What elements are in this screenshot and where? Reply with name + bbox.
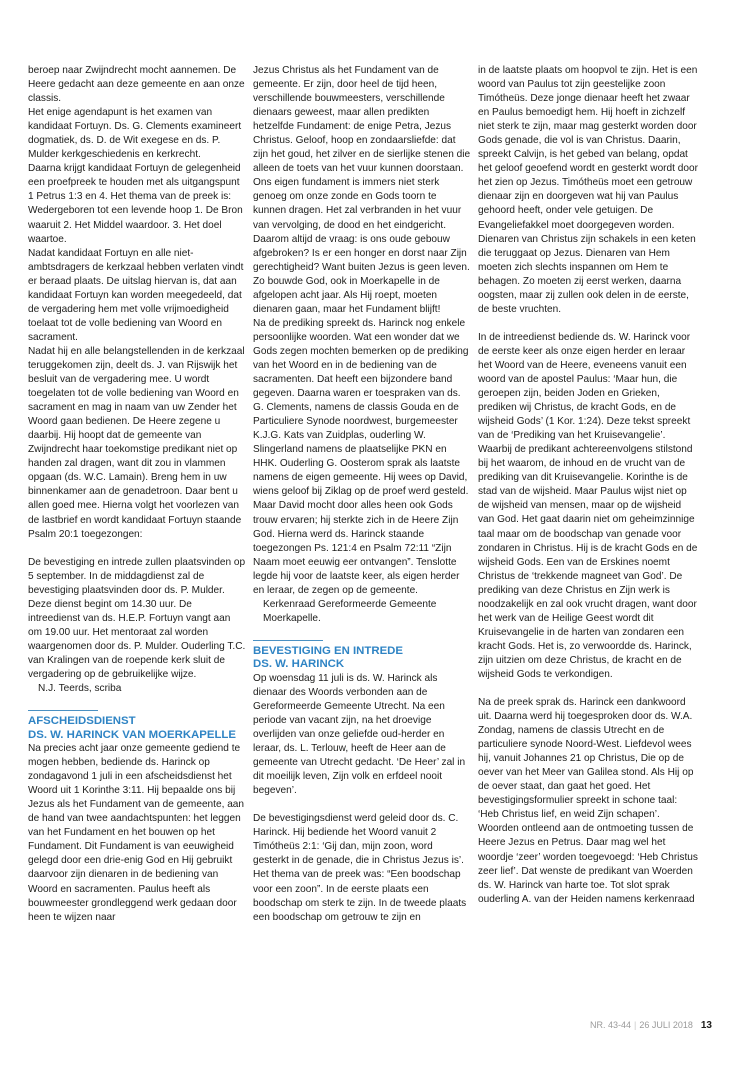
section-subheading: DS. W. HARINCK VAN MOERKAPELLE <box>28 728 236 741</box>
section-heading: AFSCHEIDSDIENST <box>28 715 136 728</box>
paragraph: Na precies acht jaar onze gemeente gediend te mogen hebben, bediende ds. Harinck op zondagavond 1 juli in een afscheidsdienst het Woord uit 1 Korinthe 3:11. Hij bepaalde ons bij Jezus als het Fundament van de gemeente, aan de hand van twee aandachtspunten: het leggen van het Fundament en het bouwen op het Fundament. Dit Fundament is van eeuwigheid gelegd door een drie-enig God en Hij gebruikt daarvoor zijn dienaren in de bediening van Woord en sacramenten. Paulus heeft als bouwmeester grondleggend werk gedaan door heen te wijzen naar <box>28 743 245 923</box>
paragraph: De bevestiging en intrede zullen plaatsvinden op 5 september. In de middagdienst zal de bevestiging plaatsvinden door ds. P. Mulder. Deze dienst begint om 14.30 uur. De intreedienst van ds. H.E.P. Fortuyn vangt aan om 19.00 uur. Het mentoraat zal worden waargenomen door ds. P. Mulder. Ouderling T.C. van Kralingen van de roepende kerk sluit de vergadering op de gebruikelijke wijze. <box>28 556 246 680</box>
paragraph: De bevestigingsdienst werd geleid door ds. C. Harinck. Hij bediende het Woord vanuit 2 Timótheüs 2:1: ‘Gij dan, mijn zoon, word gesterkt in de genade, die in Christus Jezus is’. Het thema van de preek was: “Een boodschap voor een zoon”. In de eerste plaats een boodschap om sterk te zijn. In de tweede plaats een boodschap om getrouw te zijn en <box>253 813 467 923</box>
section-heading: BEVESTIGING EN INTREDE <box>253 644 403 657</box>
issue-number: NR. 43-44 <box>589 1020 631 1030</box>
signature: N.J. Teerds, scriba <box>38 683 122 695</box>
heading-rule <box>253 640 323 641</box>
paragraph: Nadat hij en alle belangstellenden in de kerkzaal teruggekomen zijn, deelt ds. J. van Rijswijk het besluit van de vergadering mee. U wordt toegelaten tot de volle bediening van Woord en sacrament en mag in naam van uw Zender het Woord gaan bedienen. De Heere zegene u daarbij. Hij hoopt dat de gemeente van Zwijndrecht haar toekomstige predikant niet op handen zal dragen, want dit zou in vlammen opgaan (ds. W.C. Lamain). Breng hem in uw binnenkamer aan de genadetroon. Daar bent u allen goed mee. Hierna volgt het voorlezen van de lastbrief en wordt kandidaat Fortuyn staande Psalm 20:1 toegezongen: <box>28 345 245 540</box>
column-2 <box>253 64 471 925</box>
column-3 <box>478 64 700 907</box>
paragraph: Het enige agendapunt is het examen van kandidaat Fortuyn. Ds. G. Clements examineert dogmatiek, ds. D. de Wit exegese en ds. P. Mulder kerkgeschiedenis en kerkrecht. <box>28 107 242 161</box>
paragraph: In de intreedienst bediende ds. W. Harinck voor de eerste keer als onze eigen herder en leraar het Woord van de Heere, eveneens vanuit een woord van de apostel Paulus: ‘Maar hun, die geroepen zijn, beiden Joden en Grieken, prediken wij Christus, de kracht Gods, en de wijsheid Gods’ (1 Kor. 1:24). Deze tekst spreekt van de ‘Prediking van het Kruisevangelie’. Waarbij de predikant achtereenvolgens stilstond bij het waarom, de inhoud en de vrucht van de prediking van dit Kruisevangelie. Korinthe is de stad van de wijsheid. Maar Paulus wijst niet op de wijsheid van mensen, maar op de wijsheid van God. Het gaat daarin niet om geheimzinnige taal maar om de boodschap van genade voor zondaren in Christus. Hij is de kracht Gods en de wijsheid Gods. Een van de Erskines noemt Christus de ‘trekkende magneet van God’. De prediking van deze Christus en Zijn werk is noodzakelijk en zal ook vrucht dragen, want door het werk van de Heilige Geest wordt dit Kruisevangelie in de harten van zondaren een kracht Gods. Het is, zo verwoordde ds. Harinck, zijn uitzien om deze Christus, de kracht en de wijsheid Gods te verkondigen. <box>478 331 698 680</box>
paragraph: Jezus Christus als het Fundament van de gemeente. Er zijn, door heel de tijd heen, verschillende bouwmeesters, verschillende dienaars geweest, maar allen predikten hetzelfde Fundament: de enige Petra, Jezus Christus. Geloof, hoop en zondaarsliefde: dat zijn het goud, het zilver en de sierlijke stenen die alleen de toets van het vuur kunnen doorstaan. Ons eigen fundament is immers niet sterk genoeg om onze zonde en Gods toorn te kunnen dragen. Het zal verbranden in het vuur van vervolging, de dood en het eindgericht. Daarom altijd de vraag: is ons oude gebouw afgebroken? Is er een honger en dorst naar Zijn gerechtigheid? Want buiten Jezus is geen leven. Zo bouwde God, ook in Moerkapelle in de afgelopen acht jaar. Als Hij roept, moeten dienaren gaan, maar het Fundament blijft! <box>253 65 471 315</box>
page-number: 13 <box>700 1020 712 1031</box>
paragraph: Op woensdag 11 juli is ds. W. Harinck als dienaar des Woords verbonden aan de Gereformeerde Gemeente Utrecht. Na een periode van vacant zijn, na het droevige overlijden van onze geliefde oud-herder en leraar, ds. L. Terlouw, heeft de Heer aan de gemeente van Utrecht gedacht. ‘De Heer’ zal in dit moeilijk leven, Zijn volk en erfdeel nooit begeven’. <box>253 672 466 797</box>
paragraph: beroep naar Zwijndrecht mocht aannemen. De Heere gedacht aan deze gemeente en aan onze classis. <box>28 65 245 105</box>
paragraph: Daarna krijgt kandidaat Fortuyn de gelegenheid een proefpreek te houden met als uitgangspunt 1 Petrus 1:3 en 4. Het thema van de preek is: Wedergeboren tot een levende hoop 1. De Bron waaruit 2. Het Middel waardoor. 3. Het doel waartoe. <box>28 163 243 245</box>
page-footer <box>560 1019 712 1032</box>
section-subheading: DS. W. HARINCK <box>253 658 345 671</box>
paragraph: Na de prediking spreekt ds. Harinck nog enkele persoonlijke woorden. Wat een wonder dat we Gods zegen mochten bemerken op de prediking van het Woord en in de bediening van de sacramenten. Dat heeft een bijzondere band gegeven. Daarna waren er toespraken van ds. G. Clements, namens de classis Gouda en de Particuliere Synode noordwest, burgemeester K.J.G. Kats van Zuidplas, ouderling W. Slingerland namens de plaatselijke PKN en HHK. Ouderling G. Oosterom sprak als laatste namens de eigen gemeente. Hij wees op David, wiens geloof bij Ziklag op de proef werd gesteld. Maar David mocht door alles heen ook Gods trouw ervaren; hij sterkte zich in de Heere Zijn God. Hierna werd ds. Harinck staande toegezongen Ps. 121:4 en Psalm 72:11 “Zijn Naam moet eeuwig eer ontvangen”. Tenslotte legde hij voor de laatste keer, als eigen herder en leraar, de zegen op de gemeente. <box>253 317 469 596</box>
paragraph: Na de preek sprak ds. Harinck een dankwoord uit. Daarna werd hij toegesproken door ds. W.A. Zondag, namens de classis Utrecht en de particuliere synode Noord-West. Liefdevol wees hij, vanuit Johannes 21 op Christus, Die op de oever van het Meer van Galilea stond. Als Hij op de oever staat, dan gaat het goed. Het bevestigingsformulier spreekt in schone taal: ‘Heb Christus lief, en weid Zijn schapen’. Woorden ontleend aan de ontmoeting tussen de Heere Jezus en Petrus. Daar mag wel het woordje ‘zeer’ worden toegevoegd: ‘Heb Christus zeer lief’. Dat wenste de predikant van Woerden ds. W. Harinck van harte toe. Tot slot sprak ouderling A. van der Heiden namens kerkenraad <box>478 697 698 905</box>
heading-rule <box>28 710 98 711</box>
signature: Kerkenraad Gereformeerde Gemeente Moerkapelle. <box>263 598 437 624</box>
column-1 <box>28 64 246 925</box>
paragraph: in de laatste plaats om hoopvol te zijn. Het is een woord van Paulus tot zijn geestelijke zoon Timótheüs. Deze jonge dienaar heeft het zwaar en Paulus bemoedigt hem. Hij hoeft in zichzelf niet sterk te zijn, maar mag gesterkt worden door Gods genade, die vol is van Christus. Daarin, spreekt Calvijn, is het gebed van belang, opdat het geloof geoefend wordt en gesterkt wordt door het zien op Jezus. Timótheüs moet een getrouw dienaar zijn en doorgeven wat hij van Paulus gehoord heeft, onder vele getuigen. De Evangeliefakkel moet doorgegeven worden. Dienaren van Christus zijn schakels in een keten die teruggaat op Jezus. Dienaren van Hem moeten zich slechts inspannen om Hem te behagen. Zo moeten zij eerst werken, daarna oogsten, maar zij zullen ook delen in de eerste, de beste vruchten. <box>478 65 698 315</box>
issue-date: 26 JULI 2018 <box>639 1020 693 1030</box>
paragraph: Nadat kandidaat Fortuyn en alle niet-ambtsdragers de kerkzaal hebben verlaten vindt er beraad plaats. De uitslag hiervan is, dat aan kandidaat Fortuyn kan worden meegedeeld, dat de vergadering hem met volle vrijmoedigheid toelaat tot de volle bediening van Woord en sacrament. <box>28 247 244 343</box>
footer-separator: | <box>633 1020 637 1030</box>
